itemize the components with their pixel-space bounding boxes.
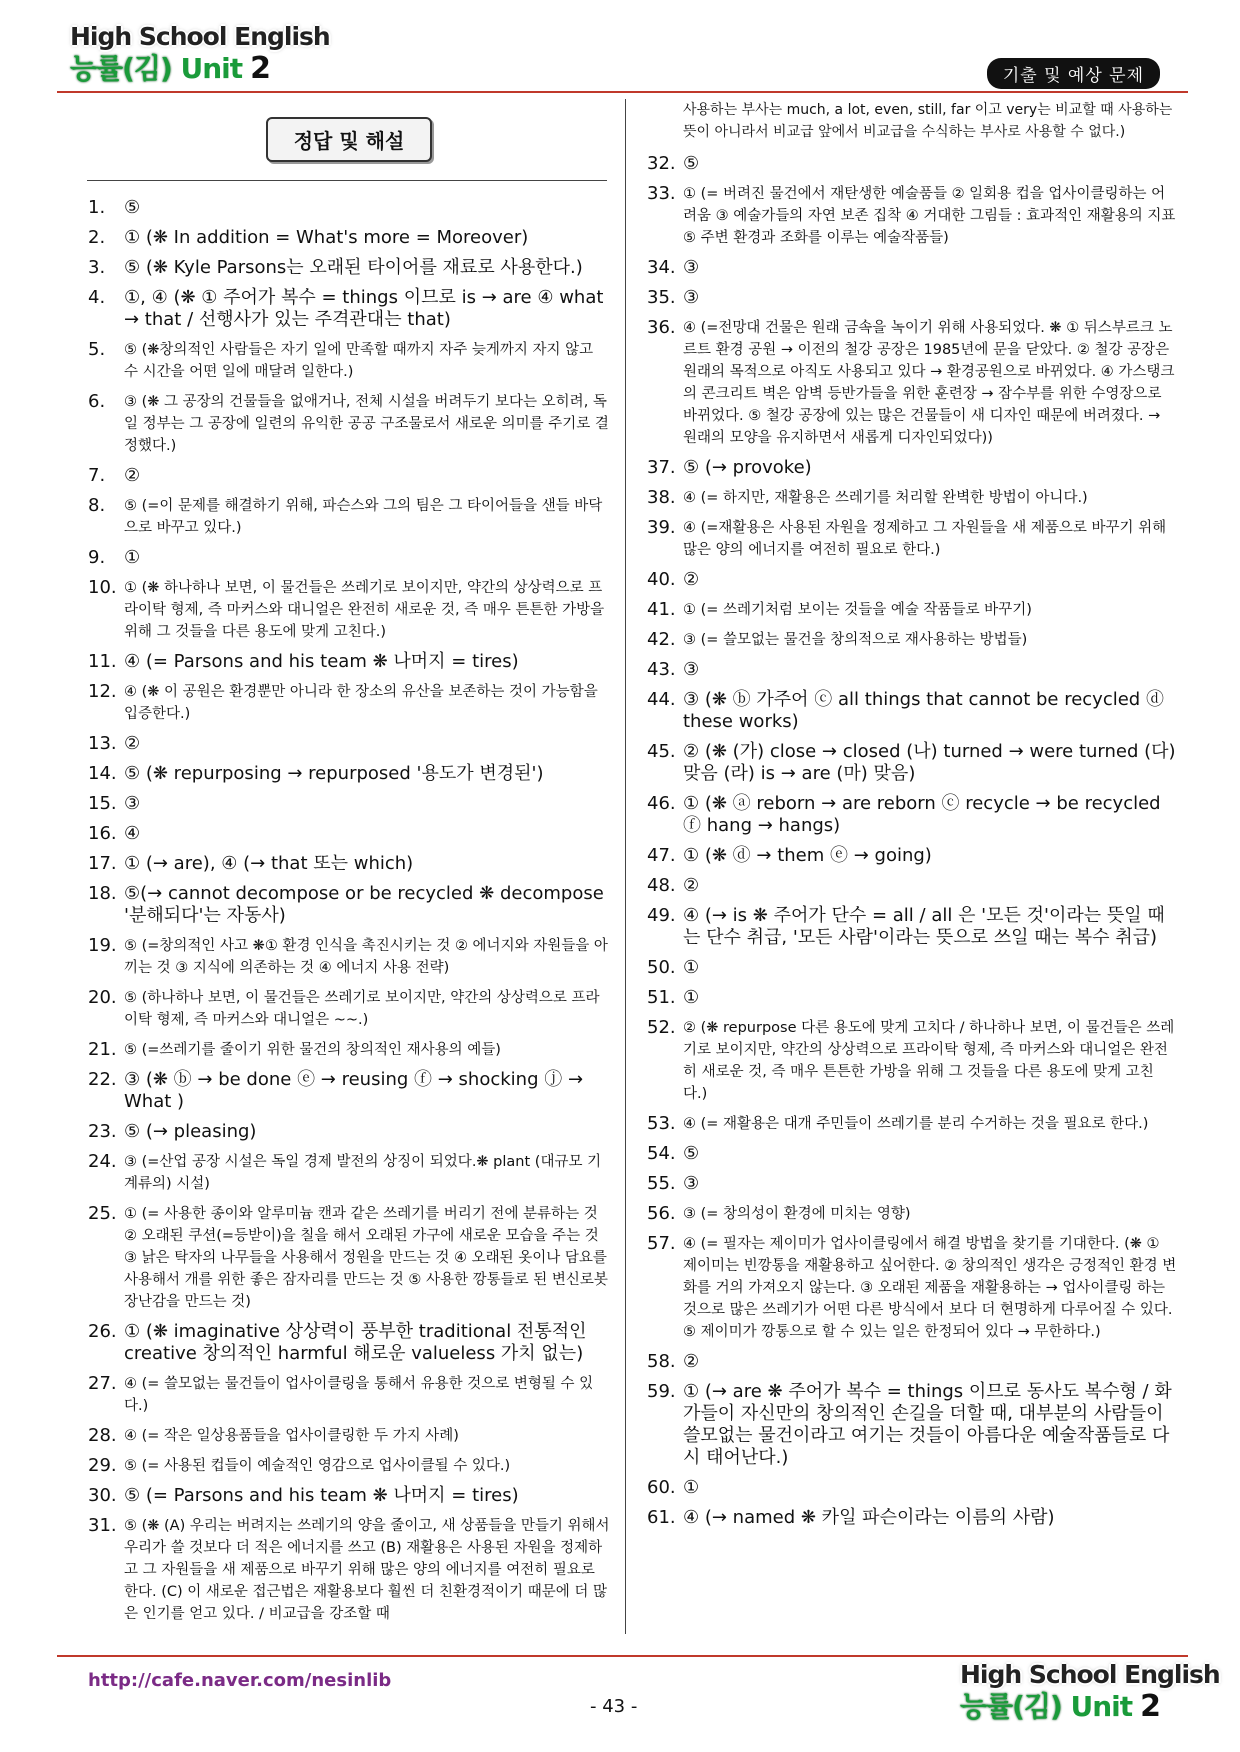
answer-number: 4. [88, 287, 106, 308]
answer-number: 35. [647, 287, 676, 308]
answer-text: ⑤ (❋ (A) 우리는 버려지는 쓰레기의 양을 줄이고, 새 상품들을 만들기 위해서 우리가 쓸 것보다 더 적은 에너지를 쓰고 (B) 재활용은 사용된 자원을 정제하고 그 자원들을 새 제품으로 바꾸기 위해 많은 양의 에너지를 여전히 필요로 한다. (C) 이 새로운 접근법은 재활용보다 훨씬 더 친환경적이기 때문에 더 많은 인기를 얻고 있다. / 비교급을 강조할 때 [124, 1518, 610, 1622]
answer-text: ⑤ (→ pleasing) [124, 1121, 257, 1142]
answer-item [647, 153, 1177, 175]
answer-item [88, 547, 610, 569]
answer-number: 29. [88, 1455, 117, 1476]
answer-number: 37. [647, 457, 676, 478]
answer-item [88, 577, 610, 643]
answer-number: 40. [647, 569, 676, 590]
answer-number: 33. [647, 183, 676, 204]
answer-text: ⑤ [683, 1143, 700, 1164]
answer-number: 31. [88, 1515, 117, 1536]
answer-number: 61. [647, 1507, 676, 1528]
answer-text: ①, ④ (❋ ① 주어가 복수 = things 이므로 is → are ④ what → that / 선행사가 있는 주격관대는 that) [124, 287, 604, 330]
answer-text: ① (→ are ❋ 주어가 복수 = things 이므로 동사도 복수형 / 화가들이 자신만의 창의적인 손길을 더할 때, 대부분의 사람들이 쓸모없는 물건이라고 여기는 것들이 아름다운 예술작품들로 다시 태어난다.) [683, 1381, 1172, 1468]
continued-explanation: 사용하는 부사는 much, a lot, even, still, far 이고 very는 비교할 때 사용하는 뜻이 아니라서 비교급 앞에서 비교급을 수식하는 부사로 사용할 수 없다.) [683, 102, 1173, 140]
answer-number: 49. [647, 905, 676, 926]
answer-number: 20. [88, 987, 117, 1008]
answer-text: ① (❋ In addition = What's more = Moreover) [124, 227, 529, 248]
answer-item [88, 1515, 610, 1625]
answer-item [88, 681, 610, 725]
answer-text: ③ (❋ ⓑ → be done ⓔ → reusing ⓕ → shocking ⓙ → What ) [124, 1069, 584, 1112]
answer-text: ④ (=전망대 건물은 원래 금속을 녹이기 위해 사용되었다. ❋ ① 뒤스부르크 노르트 환경 공원 → 이전의 철강 공장은 1985년에 문을 닫았다. ② 철강 공장은 원래의 목적으로 아직도 사용되고 있다 → 환경공원으로 바뀌었다. ④ 가스탱크의 콘크리트 벽은 암벽 등반가들을 위한 훈련장 → 잠수부를 위한 수영장으로 바뀌었다. ⑤ 철강 공장에 있는 많은 건물들이 새 디자인 때문에 버려졌다. → 원래의 모양을 유지하면서 새롭게 디자인되었다)) [683, 320, 1175, 446]
answer-text: ② [683, 875, 700, 896]
header-divider [57, 91, 1188, 93]
answer-number: 6. [88, 391, 106, 412]
answer-item [88, 853, 610, 875]
answer-text: ① (❋ ⓐ reborn → are reborn ⓒ recycle → be recycled ⓕ hang → hangs) [683, 793, 1161, 836]
answer-text: ③ [124, 793, 141, 814]
answer-number: 41. [647, 599, 676, 620]
answer-item [88, 339, 610, 383]
answer-number: 7. [88, 465, 106, 486]
logo-title: High School English [70, 22, 330, 51]
answer-text: ② (❋ (가) close → closed (나) turned → were turned (다) 맞음 (라) is → are (마) 맞음) [683, 741, 1176, 784]
answer-number: 47. [647, 845, 676, 866]
answer-item [88, 1203, 610, 1313]
answer-item [647, 629, 1177, 651]
answer-number: 21. [88, 1039, 117, 1060]
answer-item [647, 1173, 1177, 1195]
answer-item [88, 651, 610, 673]
answer-item [88, 1039, 610, 1061]
answer-item [647, 1143, 1177, 1165]
title-wrap [88, 117, 610, 162]
answer-text: ② [124, 733, 141, 754]
answer-item [647, 599, 1177, 621]
answer-number: 36. [647, 317, 676, 338]
answer-text: ⑤(→ cannot decompose or be recycled ❋ decompose '분해되다'는 자동사) [124, 883, 604, 926]
footer-logo-brand: 능률(김) [960, 1690, 1062, 1723]
answer-item [88, 257, 610, 279]
answer-text: ③ (❋ 그 공장의 건물들을 없애거나, 전체 시설을 버려두기 보다는 오히려, 독일 정부는 그 공장에 일련의 유익한 공공 구조물로서 새로운 의미를 주기로 결정했다.) [124, 394, 609, 454]
column-divider [625, 99, 626, 1634]
answer-number: 50. [647, 957, 676, 978]
answer-item [647, 741, 1177, 785]
answer-number: 11. [88, 651, 117, 672]
answer-number: 8. [88, 495, 106, 516]
logo-unit-number: 2 [250, 51, 271, 86]
answer-item [88, 1485, 610, 1507]
answer-item [88, 733, 610, 755]
answer-item [647, 569, 1177, 591]
footer-logo-subtitle [960, 1685, 1220, 1725]
answer-text: ④ (= 하지만, 재활용은 쓰레기를 처리할 완벽한 방법이 아니다.) [683, 490, 1088, 506]
answer-text: ② [683, 1351, 700, 1372]
title-divider [87, 180, 607, 181]
footer-logo-unit-number: 2 [1140, 1689, 1161, 1724]
answer-text: ⑤ (=이 문제를 해결하기 위해, 파슨스와 그의 팀은 그 타이어들을 샌들 바닥으로 바꾸고 있다.) [124, 498, 603, 536]
right-column [647, 99, 1177, 1537]
answer-text: ① [683, 987, 700, 1008]
answer-text: ① [683, 1477, 700, 1498]
footer-logo-unit: Unit [1070, 1690, 1133, 1723]
answer-number: 5. [88, 339, 106, 360]
logo-subtitle [70, 47, 330, 87]
answer-text: ④ (=재활용은 사용된 자원을 정제하고 그 자원들을 새 제품으로 바꾸기 위해 많은 양의 에너지를 여전히 필요로 한다.) [683, 520, 1167, 558]
answer-text: ⑤ (❋ repurposing → repurposed '용도가 변경된') [124, 763, 544, 784]
answer-number: 30. [88, 1485, 117, 1506]
answer-item [88, 1455, 610, 1477]
answer-number: 17. [88, 853, 117, 874]
answer-item [88, 1373, 610, 1417]
answer-item [647, 659, 1177, 681]
answer-item [647, 487, 1177, 509]
answer-item [88, 935, 610, 979]
answer-item [647, 875, 1177, 897]
answer-item [647, 987, 1177, 1009]
answer-text: ③ (= 쓸모없는 물건을 창의적으로 재사용하는 방법들) [683, 632, 1028, 648]
answer-text: ③ (= 창의성이 환경에 미치는 영향) [683, 1206, 911, 1222]
answer-number: 42. [647, 629, 676, 650]
answer-text: ④ (= 재활용은 대개 주민들이 쓰레기를 분리 수거하는 것을 필요로 한다.) [683, 1116, 1149, 1132]
answer-number: 10. [88, 577, 117, 598]
answer-item [88, 793, 610, 815]
answer-number: 60. [647, 1477, 676, 1498]
answer-number: 34. [647, 257, 676, 278]
cafe-link[interactable]: http://cafe.naver.com/nesinlib [88, 1670, 392, 1691]
answer-text: ② (❋ repurpose 다른 용도에 맞게 고치다 / 하나하나 보면, 이 물건들은 쓰레기로 보이지만, 약간의 상상력으로 프라이탁 형제, 즉 마커스와 대니얼은 완전히 새로운 것, 즉 매우 튼튼한 가방을 위해 그 것들을 다른 용도에 맞게 고친다.) [683, 1020, 1175, 1102]
answer-item [647, 457, 1177, 479]
answer-text: ⑤ (= Parsons and his team ❋ 나머지 = tires) [124, 1485, 519, 1506]
answer-text: ① (❋ 하나하나 보면, 이 물건들은 쓰레기로 보이지만, 약간의 상상력으로 프라이탁 형제, 즉 마커스와 대니얼은 완전히 새로운 것, 즉 매우 튼튼한 가방을 위해 그 것들을 다른 용도에 맞게 고친다.) [124, 580, 605, 640]
answer-number: 53. [647, 1113, 676, 1134]
answer-number: 52. [647, 1017, 676, 1038]
answer-text: ① (= 쓰레기처럼 보이는 것들을 예술 작품들로 바꾸기) [683, 602, 1032, 618]
answer-number: 19. [88, 935, 117, 956]
answer-text: ④ (= 필자는 제이미가 업사이클링에서 해결 방법을 찾기를 기대한다. (❋ ① 제이미는 빈깡통을 재활용하고 싶어한다. ② 창의적인 생각은 긍정적인 환경 변화를 거의 가져오지 않는다. ③ 오래된 제품을 재활용하는 → 업사이클링 하는 것으로 많은 쓰레기가 어떤 다른 방식에서 보다 더 현명하게 다루어질 수 있다. ⑤ 제이미가 깡통으로 할 수 있는 일은 한정되어 있다 → 무한하다.) [683, 1236, 1177, 1340]
answer-text: ④ (❋ 이 공원은 환경뿐만 아니라 한 장소의 유산을 보존하는 것이 가능함을 입증한다.) [124, 684, 598, 722]
answer-text: ③ [683, 257, 700, 278]
answer-item [647, 957, 1177, 979]
answer-number: 13. [88, 733, 117, 754]
answer-item [88, 391, 610, 457]
answer-number: 38. [647, 487, 676, 508]
answer-item [647, 287, 1177, 309]
answer-item [88, 823, 610, 845]
answer-number: 16. [88, 823, 117, 844]
answer-item [88, 287, 610, 331]
answer-number: 3. [88, 257, 106, 278]
answer-number: 25. [88, 1203, 117, 1224]
answer-text: ① (→ are), ④ (→ that 또는 which) [124, 853, 414, 874]
answer-number: 24. [88, 1151, 117, 1172]
footer-logo-title: High School English [960, 1660, 1220, 1689]
answer-number: 44. [647, 689, 676, 710]
answer-number: 59. [647, 1381, 676, 1402]
answer-item [88, 1121, 610, 1143]
answer-item [647, 1233, 1177, 1343]
logo-unit: Unit [180, 52, 243, 85]
answer-number: 54. [647, 1143, 676, 1164]
answer-list-left [88, 197, 610, 1625]
answer-text: ③ [683, 287, 700, 308]
answer-number: 26. [88, 1321, 117, 1342]
answer-list-right [647, 153, 1177, 1529]
answer-text: ④ [124, 823, 141, 844]
answer-item [647, 1113, 1177, 1135]
answer-text: ⑤ (❋창의적인 사람들은 자기 일에 만족할 때까지 자주 늦게까지 자지 않고 수 시간을 어떤 일에 매달려 일한다.) [124, 342, 594, 380]
answer-item [88, 495, 610, 539]
answer-text: ① (= 사용한 종이와 알루미늄 캔과 같은 쓰레기를 버리기 전에 분류하는 것 ② 오래된 쿠션(=등받이)을 칠을 해서 오래된 가구에 새로운 모습을 주는 것 ③ 낡은 탁자의 나무들을 사용해서 정원을 만드는 것 ④ 오래된 옷이나 담요를 사용해서 개를 위한 좋은 잠자리를 만드는 것 ⑤ 사용한 깡통들로 된 변신로봇 장난감을 만드는 것) [124, 1206, 608, 1310]
footer-divider [57, 1655, 1188, 1657]
answer-text: ④ (= 쓸모없는 물건들이 업사이클링을 통해서 유용한 것으로 변형될 수 있다.) [124, 1376, 594, 1414]
answer-text: ⑤ (=창의적인 사고 ❋① 환경 인식을 촉진시키는 것 ② 에너지와 자원들을 아끼는 것 ③ 지식에 의존하는 것 ④ 에너지 사용 전략) [124, 938, 608, 976]
answer-number: 2. [88, 227, 106, 248]
answer-item [88, 465, 610, 487]
footer-logo [960, 1660, 1220, 1725]
answer-number: 39. [647, 517, 676, 538]
answer-item [647, 793, 1177, 837]
answer-text: ② [124, 465, 141, 486]
answer-text: ③ [683, 659, 700, 680]
answer-text: ③ (❋ ⓑ 가주어 ⓒ all things that cannot be recycled ⓓ these works) [683, 689, 1164, 732]
answer-item [647, 517, 1177, 561]
answer-item [647, 257, 1177, 279]
answer-number: 48. [647, 875, 676, 896]
answer-text: ⑤ [683, 153, 700, 174]
page-number: - 43 - [590, 1696, 638, 1717]
answer-number: 18. [88, 883, 117, 904]
answer-item [647, 1507, 1177, 1529]
answer-number: 51. [647, 987, 676, 1008]
left-column [88, 99, 610, 1633]
answer-text: ① (❋ ⓓ → them ⓔ → going) [683, 845, 932, 866]
answer-item [88, 1151, 610, 1195]
answer-text: ④ (= Parsons and his team ❋ 나머지 = tires) [124, 651, 519, 672]
answer-text: ① (= 버려진 물건에서 재탄생한 예술품들 ② 일회용 컵을 업사이클링하는 어려움 ③ 예술가들의 자연 보존 집착 ④ 거대한 그림들 : 효과적인 재활용의 지표 ⑤ 주변 환경과 조화를 이루는 예술작품들) [683, 186, 1176, 246]
answer-item [88, 1321, 610, 1365]
answer-item [647, 1381, 1177, 1469]
answer-number: 1. [88, 197, 106, 218]
answer-text: ⑤ (❋ Kyle Parsons는 오래된 타이어를 재료로 사용한다.) [124, 257, 583, 278]
answer-item [88, 1069, 610, 1113]
answer-item [88, 987, 610, 1031]
answer-number: 9. [88, 547, 106, 568]
answer-text: ③ [683, 1173, 700, 1194]
answer-number: 57. [647, 1233, 676, 1254]
answer-text: ① [683, 957, 700, 978]
answer-text: ⑤ (=쓰레기를 줄이기 위한 물건의 창의적인 재사용의 예들) [124, 1042, 501, 1058]
answer-text: ③ (=산업 공장 시설은 독일 경제 발전의 상징이 되었다.❋ plant (대규모 기계류의) 시설) [124, 1154, 602, 1192]
answer-number: 58. [647, 1351, 676, 1372]
answer-number: 23. [88, 1121, 117, 1142]
answer-text: ⑤ (= 사용된 컵들이 예술적인 영감으로 업사이클될 수 있다.) [124, 1458, 511, 1474]
page-title: 정답 및 해설 [266, 117, 433, 162]
section-tag: 기출 및 예상 문제 [987, 58, 1160, 89]
answer-item [647, 317, 1177, 449]
answer-item [88, 883, 610, 927]
answer-text: ④ (→ is ❋ 주어가 단수 = all / all 은 '모든 것'이라는 뜻일 때는 단수 취급, '모든 사람'이라는 뜻으로 쓰일 때는 복수 취급) [683, 905, 1165, 948]
answer-item [647, 905, 1177, 949]
answer-item [647, 1017, 1177, 1105]
answer-number: 43. [647, 659, 676, 680]
logo-brand: 능률(김) [70, 52, 172, 85]
answer-text: ① (❋ imaginative 상상력이 풍부한 traditional 전통적인 creative 창의적인 harmful 해로운 valueless 가치 없는) [124, 1321, 587, 1364]
answer-number: 28. [88, 1425, 117, 1446]
answer-text: ⑤ [124, 197, 141, 218]
answer-item [647, 1477, 1177, 1499]
answer-number: 15. [88, 793, 117, 814]
answer-text: ① [124, 547, 141, 568]
answer-text: ④ (= 작은 일상용품들을 업사이클링한 두 가지 사례) [124, 1428, 459, 1444]
answer-number: 56. [647, 1203, 676, 1224]
answer-text: ④ (→ named ❋ 카일 파슨이라는 이름의 사람) [683, 1507, 1055, 1528]
answer-item [647, 689, 1177, 733]
answer-number: 22. [88, 1069, 117, 1090]
answer-number: 45. [647, 741, 676, 762]
answer-item [88, 197, 610, 219]
answer-number: 12. [88, 681, 117, 702]
answer-item [647, 845, 1177, 867]
answer-number: 46. [647, 793, 676, 814]
answer-item [88, 227, 610, 249]
answer-number: 27. [88, 1373, 117, 1394]
answer-item [647, 1351, 1177, 1373]
answer-text: ⑤ (→ provoke) [683, 457, 812, 478]
answer-item [88, 1425, 610, 1447]
answer-number: 55. [647, 1173, 676, 1194]
answer-item [647, 1203, 1177, 1225]
answer-number: 32. [647, 153, 676, 174]
header-logo [70, 22, 330, 87]
answer-text: ⑤ (하나하나 보면, 이 물건들은 쓰레기로 보이지만, 약간의 상상력으로 프라이탁 형제, 즉 마커스와 대니얼은 ~~.) [124, 990, 600, 1028]
answer-number: 14. [88, 763, 117, 784]
answer-text: ② [683, 569, 700, 590]
answer-item [647, 183, 1177, 249]
answer-item [88, 763, 610, 785]
